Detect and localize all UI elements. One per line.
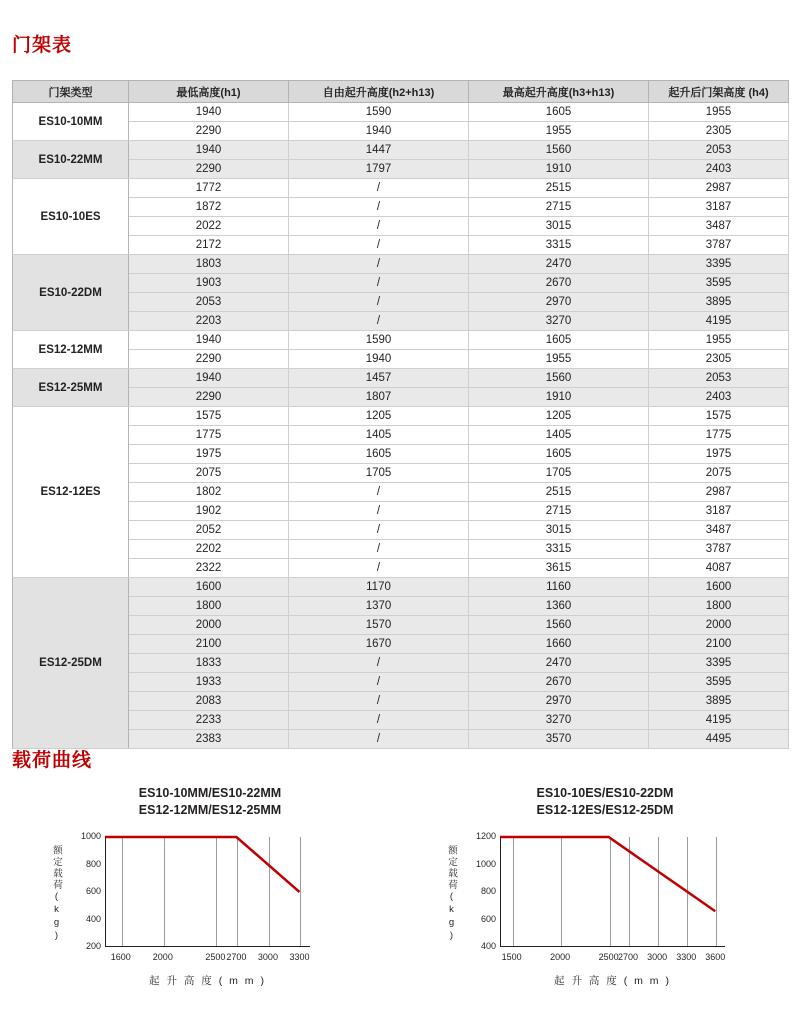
table-cell: 2290: [129, 350, 289, 369]
table-cell: 1560: [469, 369, 649, 388]
table-cell: 1955: [649, 331, 789, 350]
table-row: [13, 711, 789, 730]
table-cell: 1872: [129, 198, 289, 217]
table-cell: 3015: [469, 217, 649, 236]
table-cell: 2172: [129, 236, 289, 255]
table-cell: 1775: [129, 426, 289, 445]
col-header-h2h13: 自由起升高度(h2+h13): [289, 81, 469, 103]
table-cell: 3895: [649, 293, 789, 312]
table-cell: 2000: [649, 616, 789, 635]
table-cell: 1670: [289, 635, 469, 654]
table-cell: 1940: [289, 350, 469, 369]
table-cell: 1940: [129, 369, 289, 388]
table-cell: 1833: [129, 654, 289, 673]
table-row: [13, 350, 789, 369]
chart-y-tick-label: 600: [480, 913, 496, 924]
table-cell: /: [289, 730, 469, 749]
table-row: [13, 521, 789, 540]
mast-model-cell: ES10-10ES: [13, 179, 129, 255]
table-cell: 1800: [129, 597, 289, 616]
table-row: [13, 654, 789, 673]
table-cell: 2053: [649, 141, 789, 160]
table-cell: 1457: [289, 369, 469, 388]
table-cell: 2022: [129, 217, 289, 236]
page-title-load-curve: 载荷曲线: [12, 750, 93, 771]
chart-y-tick-label: 800: [480, 886, 496, 896]
table-cell: 2383: [129, 730, 289, 749]
table-row: [13, 331, 789, 350]
mast-table: [12, 80, 789, 749]
table-cell: 1570: [289, 616, 469, 635]
table-row: [13, 578, 789, 597]
table-cell: 2290: [129, 160, 289, 179]
table-cell: 1775: [649, 426, 789, 445]
table-cell: 3395: [649, 654, 789, 673]
table-row: [13, 597, 789, 616]
table-row: [13, 407, 789, 426]
table-cell: 2202: [129, 540, 289, 559]
table-row: [13, 540, 789, 559]
mast-model-cell: ES10-10MM: [13, 103, 129, 141]
chart-y-axis-title: 额定载荷(kg): [51, 845, 62, 943]
col-header-h1: 最低高度(h1): [129, 81, 289, 103]
table-cell: 1205: [289, 407, 469, 426]
table-cell: 2987: [649, 483, 789, 502]
table-cell: 3315: [469, 540, 649, 559]
table-cell: 3487: [649, 217, 789, 236]
table-cell: 1205: [469, 407, 649, 426]
table-cell: 3570: [469, 730, 649, 749]
chart-1-plot-area: [30, 827, 390, 987]
table-cell: 1797: [289, 160, 469, 179]
table-cell: 3315: [469, 236, 649, 255]
chart-x-axis-title: 起 升 高 度 ( m m ): [554, 975, 671, 987]
table-row: [13, 217, 789, 236]
table-cell: 1605: [469, 445, 649, 464]
table-cell: 2987: [649, 179, 789, 198]
table-cell: 1903: [129, 274, 289, 293]
table-cell: 1975: [129, 445, 289, 464]
chart-series-line: [105, 837, 299, 892]
table-cell: 1405: [469, 426, 649, 445]
table-cell: 1705: [289, 464, 469, 483]
chart-y-tick-label: 1000: [80, 831, 101, 841]
table-cell: 3187: [649, 198, 789, 217]
table-cell: 1360: [469, 597, 649, 616]
table-row: [13, 141, 789, 160]
col-header-h3h13: 最高起升高度(h3+h13): [469, 81, 649, 103]
page-title-mast-table: 门架表: [12, 35, 73, 56]
table-cell: 1975: [649, 445, 789, 464]
table-cell: /: [289, 711, 469, 730]
table-cell: 2052: [129, 521, 289, 540]
col-header-model: 门架类型: [13, 81, 129, 103]
chart-y-tick-label: 400: [480, 941, 496, 951]
table-row: [13, 293, 789, 312]
table-row: [13, 445, 789, 464]
mast-model-cell: ES12-25MM: [13, 369, 129, 407]
table-cell: 2470: [469, 654, 649, 673]
table-cell: 1940: [289, 122, 469, 141]
table-cell: 3015: [469, 521, 649, 540]
table-cell: 1447: [289, 141, 469, 160]
chart-y-tick-label: 1200: [475, 831, 496, 841]
load-curve-chart-2: [420, 785, 790, 1020]
table-cell: 2670: [469, 673, 649, 692]
table-row: [13, 198, 789, 217]
table-cell: 2715: [469, 198, 649, 217]
chart-x-tick-label: 3000: [257, 952, 278, 962]
table-cell: 2715: [469, 502, 649, 521]
chart-x-tick-label: 1500: [501, 952, 522, 962]
chart-x-tick-label: 2000: [152, 952, 173, 962]
table-cell: /: [289, 236, 469, 255]
table-body: [13, 103, 789, 749]
table-cell: 2053: [129, 293, 289, 312]
mast-model-cell: ES12-25DM: [13, 578, 129, 749]
table-cell: /: [289, 293, 469, 312]
chart-y-axis-title: 额定载荷(kg): [446, 845, 457, 943]
table-cell: 1575: [649, 407, 789, 426]
table-cell: 2470: [469, 255, 649, 274]
table-row: [13, 502, 789, 521]
table-row: [13, 274, 789, 293]
table-cell: 1940: [129, 331, 289, 350]
table-cell: /: [289, 312, 469, 331]
col-header-h4: 起升后门架高度 (h4): [649, 81, 789, 103]
table-cell: 1600: [649, 578, 789, 597]
chart-series-layer: [105, 837, 314, 951]
table-cell: 1575: [129, 407, 289, 426]
table-head: [13, 81, 789, 103]
table-cell: 1705: [469, 464, 649, 483]
table-cell: 4195: [649, 711, 789, 730]
table-cell: 1560: [469, 141, 649, 160]
table-cell: 2515: [469, 483, 649, 502]
mast-table-wrap: [12, 80, 788, 749]
table-row: [13, 616, 789, 635]
table-header-row: [13, 81, 789, 103]
table-cell: 3270: [469, 312, 649, 331]
table-cell: /: [289, 502, 469, 521]
table-cell: 1955: [469, 350, 649, 369]
table-cell: 1910: [469, 160, 649, 179]
table-cell: 2670: [469, 274, 649, 293]
table-cell: 2322: [129, 559, 289, 578]
table-cell: 1590: [289, 331, 469, 350]
table-cell: /: [289, 673, 469, 692]
chart-1-title-line-2: ES12-12MM/ES12-25MM: [138, 803, 282, 817]
chart-2-title-line-1: ES10-10ES/ES10-22DM: [536, 786, 674, 800]
chart-x-tick-label: 2500: [598, 952, 619, 962]
chart-y-tick-label: 1000: [475, 858, 496, 869]
table-row: [13, 483, 789, 502]
chart-2-title-line-2: ES12-12ES/ES12-25DM: [536, 803, 674, 817]
table-row: [13, 673, 789, 692]
table-cell: 4195: [649, 312, 789, 331]
mast-model-cell: ES12-12ES: [13, 407, 129, 578]
table-cell: 1802: [129, 483, 289, 502]
table-cell: 2290: [129, 122, 289, 141]
table-cell: /: [289, 179, 469, 198]
table-cell: 2203: [129, 312, 289, 331]
chart-2-plot-area: [420, 827, 790, 987]
table-cell: 1405: [289, 426, 469, 445]
table-cell: 1160: [469, 578, 649, 597]
mast-model-cell: ES10-22DM: [13, 255, 129, 331]
chart-series-layer: [500, 837, 729, 951]
chart-2-title: [420, 785, 790, 819]
chart-x-tick-label: 1600: [110, 952, 131, 962]
table-cell: 2100: [129, 635, 289, 654]
table-cell: 2053: [649, 369, 789, 388]
table-cell: 3487: [649, 521, 789, 540]
chart-y-tick-label: 400: [85, 913, 101, 924]
chart-x-tick-label: 3000: [647, 952, 668, 962]
chart-series-line: [500, 837, 715, 911]
table-cell: 1600: [129, 578, 289, 597]
table-cell: /: [289, 540, 469, 559]
table-cell: /: [289, 274, 469, 293]
table-row: [13, 122, 789, 141]
table-row: [13, 179, 789, 198]
load-curve-chart-1: [30, 785, 390, 1020]
table-cell: /: [289, 255, 469, 274]
table-row: [13, 369, 789, 388]
chart-y-tick-label: 800: [85, 858, 101, 869]
table-cell: 2075: [649, 464, 789, 483]
table-cell: 1605: [469, 331, 649, 350]
table-cell: 3187: [649, 502, 789, 521]
table-cell: /: [289, 483, 469, 502]
table-cell: 2100: [649, 635, 789, 654]
table-row: [13, 255, 789, 274]
table-cell: 3895: [649, 692, 789, 711]
table-row: [13, 559, 789, 578]
table-cell: 2290: [129, 388, 289, 407]
table-cell: 3270: [469, 711, 649, 730]
chart-x-tick-label: 3600: [705, 952, 726, 962]
table-cell: /: [289, 559, 469, 578]
table-cell: /: [289, 521, 469, 540]
table-cell: 1955: [649, 103, 789, 122]
table-cell: 1902: [129, 502, 289, 521]
chart-x-tick-label: 3300: [289, 952, 310, 962]
table-cell: 1660: [469, 635, 649, 654]
table-cell: 1370: [289, 597, 469, 616]
chart-y-tick-label: 600: [85, 886, 101, 896]
table-cell: 2305: [649, 350, 789, 369]
table-cell: 2970: [469, 692, 649, 711]
table-cell: 1955: [469, 122, 649, 141]
table-cell: 2075: [129, 464, 289, 483]
table-cell: 1933: [129, 673, 289, 692]
chart-x-tick-label: 2500: [205, 952, 226, 962]
chart-y-tick-label: 200: [85, 941, 101, 951]
table-cell: 1803: [129, 255, 289, 274]
table-cell: /: [289, 198, 469, 217]
table-cell: 2403: [649, 388, 789, 407]
table-cell: 1772: [129, 179, 289, 198]
table-row: [13, 730, 789, 749]
table-cell: /: [289, 654, 469, 673]
table-cell: 3787: [649, 236, 789, 255]
chart-x-tick-label: 2700: [226, 952, 247, 962]
table-cell: 1807: [289, 388, 469, 407]
table-row: [13, 388, 789, 407]
table-row: [13, 635, 789, 654]
chart-x-axis-title: 起 升 高 度 ( m m ): [149, 975, 266, 987]
table-cell: 2233: [129, 711, 289, 730]
table-cell: 1590: [289, 103, 469, 122]
chart-x-tick-label: 2700: [618, 952, 639, 962]
table-row: [13, 160, 789, 179]
mast-model-cell: ES12-12MM: [13, 331, 129, 369]
table-row: [13, 426, 789, 445]
table-cell: 1940: [129, 141, 289, 160]
table-row: [13, 464, 789, 483]
table-cell: 1560: [469, 616, 649, 635]
table-cell: 4495: [649, 730, 789, 749]
table-cell: 4087: [649, 559, 789, 578]
table-cell: /: [289, 692, 469, 711]
table-row: [13, 692, 789, 711]
table-cell: 3595: [649, 673, 789, 692]
table-cell: 2515: [469, 179, 649, 198]
table-cell: 1800: [649, 597, 789, 616]
table-cell: 2403: [649, 160, 789, 179]
table-cell: 2000: [129, 616, 289, 635]
table-row: [13, 103, 789, 122]
table-cell: 3395: [649, 255, 789, 274]
chart-1-title: [30, 785, 390, 819]
table-cell: /: [289, 217, 469, 236]
chart-x-tick-label: 2000: [550, 952, 571, 962]
table-cell: 2083: [129, 692, 289, 711]
mast-model-cell: ES10-22MM: [13, 141, 129, 179]
table-cell: 3615: [469, 559, 649, 578]
chart-1-title-line-1: ES10-10MM/ES10-22MM: [138, 786, 282, 800]
table-cell: 1940: [129, 103, 289, 122]
table-row: [13, 236, 789, 255]
table-cell: 1910: [469, 388, 649, 407]
table-row: [13, 312, 789, 331]
table-cell: 1170: [289, 578, 469, 597]
table-cell: 3787: [649, 540, 789, 559]
table-cell: 1605: [469, 103, 649, 122]
table-cell: 3595: [649, 274, 789, 293]
table-cell: 2305: [649, 122, 789, 141]
chart-x-tick-label: 3300: [676, 952, 697, 962]
table-cell: 1605: [289, 445, 469, 464]
table-cell: 2970: [469, 293, 649, 312]
